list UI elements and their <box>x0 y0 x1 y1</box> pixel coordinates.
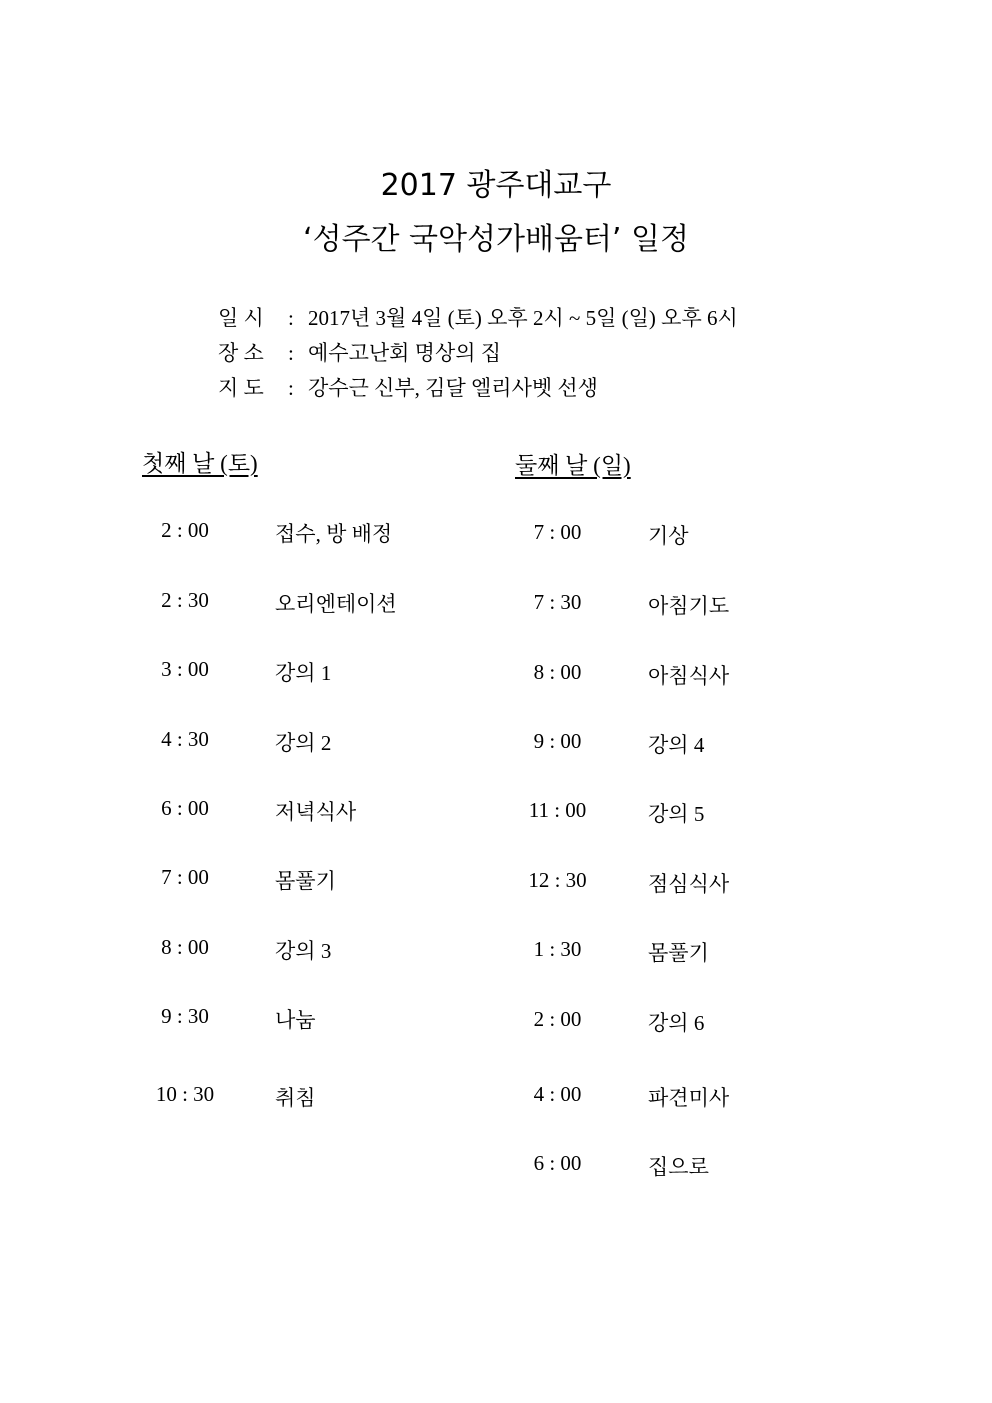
schedule-time: 7 : 00 <box>161 865 209 889</box>
schedule-activity: 몸풀기 <box>648 941 709 965</box>
schedule-time: 2 : 30 <box>161 588 209 612</box>
schedule-activity: 접수, 방 배정 <box>275 522 393 546</box>
schedule-time: 6 : 00 <box>533 1151 582 1175</box>
info-label: 지 도 <box>218 376 264 400</box>
day1-heading: 첫째 날 (토) <box>142 451 258 476</box>
title-line-2: ‘성주간 국악성가배움터’ 일정 <box>303 222 689 257</box>
schedule-activity: 강의 5 <box>648 802 705 826</box>
info-value: 강수근 신부, 김달 엘리사벳 선생 <box>308 376 598 400</box>
info-row-instructors <box>218 372 598 402</box>
schedule-time: 12 : 30 <box>528 868 587 892</box>
info-separator: : <box>288 306 294 330</box>
schedule-time: 9 : 00 <box>533 729 582 753</box>
info-value: 2017년 3월 4일 (토) 오후 2시 ~ 5일 (일) 오후 6시 <box>308 306 738 330</box>
schedule-time: 9 : 30 <box>161 1004 209 1028</box>
schedule-time: 7 : 30 <box>533 590 582 614</box>
schedule-activity: 나눔 <box>275 1008 316 1032</box>
schedule-time: 6 : 00 <box>161 796 209 820</box>
schedule-activity: 파견미사 <box>648 1086 730 1110</box>
schedule-activity: 강의 4 <box>648 733 705 757</box>
schedule-activity: 강의 3 <box>275 939 332 963</box>
schedule-activity: 강의 2 <box>275 731 332 755</box>
title-line-1: 2017 광주대교구 <box>380 168 612 203</box>
info-separator: : <box>288 376 294 400</box>
schedule-activity: 강의 1 <box>275 661 332 685</box>
schedule-time: 7 : 00 <box>533 520 582 544</box>
schedule-time: 8 : 00 <box>533 660 582 684</box>
schedule-activity: 기상 <box>648 524 689 548</box>
info-label: 장 소 <box>218 341 264 365</box>
schedule-time: 11 : 00 <box>528 798 587 822</box>
info-value: 예수고난회 명상의 집 <box>308 341 502 365</box>
schedule-activity: 오리엔테이션 <box>275 592 397 616</box>
schedule-time: 1 : 30 <box>533 937 582 961</box>
schedule-activity: 저녁식사 <box>275 800 357 824</box>
schedule-activity: 아침식사 <box>648 664 730 688</box>
schedule-activity: 집으로 <box>648 1155 709 1179</box>
schedule-time: 2 : 00 <box>161 518 209 542</box>
schedule-activity: 몸풀기 <box>275 869 336 893</box>
schedule-time: 10 : 30 <box>155 1082 215 1106</box>
schedule-activity: 취침 <box>275 1086 316 1110</box>
info-row-place <box>218 337 501 367</box>
info-separator: : <box>288 341 294 365</box>
schedule-activity: 점심식사 <box>648 872 730 896</box>
info-row-datetime <box>218 302 738 332</box>
schedule-time: 4 : 00 <box>533 1082 582 1106</box>
day2-heading: 둘째 날 (일) <box>515 453 631 478</box>
info-label: 일 시 <box>218 306 264 330</box>
schedule-activity: 아침기도 <box>648 594 730 618</box>
schedule-time: 8 : 00 <box>161 935 209 959</box>
schedule-time: 2 : 00 <box>533 1007 582 1031</box>
schedule-time: 3 : 00 <box>161 657 209 681</box>
schedule-activity: 강의 6 <box>648 1011 705 1035</box>
schedule-time: 4 : 30 <box>161 727 209 751</box>
